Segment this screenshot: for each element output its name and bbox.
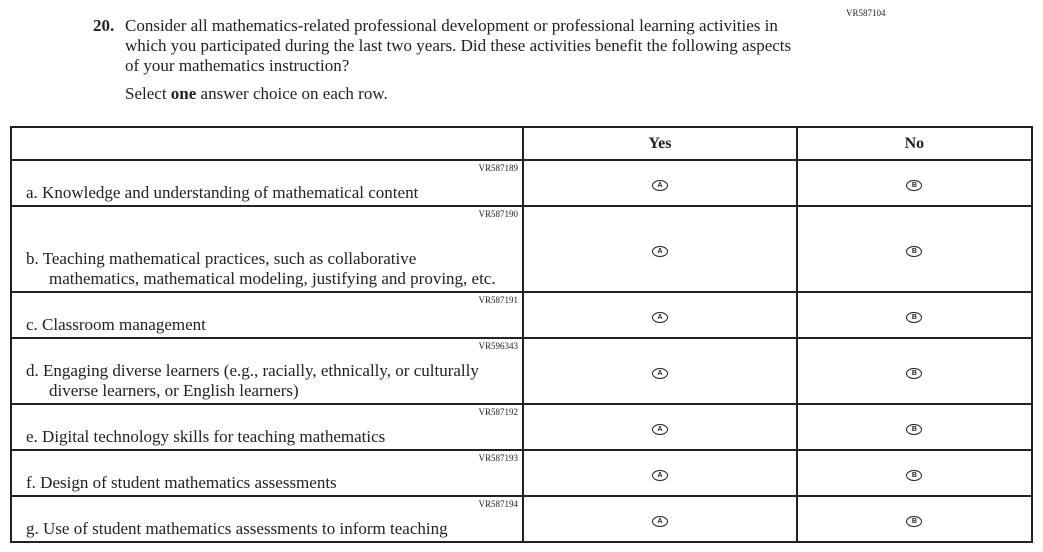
row-c [11,292,1032,338]
yes-option-cell[interactable] [523,496,797,542]
no-option-cell[interactable] [797,206,1032,292]
item-code: VR587194 [478,499,518,509]
item-label: c. Classroom management [26,315,206,334]
row-d [11,338,1032,404]
item-cell [11,404,523,450]
header-no: No [797,127,1032,160]
yes-option-cell[interactable] [523,450,797,496]
item-label: d. Engaging diverse learners (e.g., racially, ethnically, or culturally diverse learners, or English learners) [26,361,479,400]
yes-bubble[interactable]: A [652,246,668,257]
instruction-post: answer choice on each row. [196,84,388,103]
item-code: VR587189 [478,163,518,173]
item-code: VR587193 [478,453,518,463]
yes-option-cell[interactable] [523,404,797,450]
yes-option-cell[interactable] [523,338,797,404]
no-bubble[interactable]: B [906,368,922,379]
item-label: g. Use of student mathematics assessments to inform teaching [26,519,448,538]
no-option-cell[interactable] [797,160,1032,206]
item-label: b. Teaching mathematical practices, such as collaborative mathematics, mathematical modeling, justifying and proving, etc. [26,249,496,288]
no-bubble[interactable]: B [906,312,922,323]
item-code: VR587192 [478,407,518,417]
header-blank [11,127,523,160]
item-cell [11,496,523,542]
row-f [11,450,1032,496]
no-option-cell[interactable] [797,292,1032,338]
question-text: Consider all mathematics-related professional development or professional learning activities in which you participated during the last two years. Did these activities benefit the following aspects of your mathematics instruction? [125,16,792,75]
item-cell [11,160,523,206]
instruction-emphasis: one [170,84,197,103]
no-option-cell[interactable] [797,338,1032,404]
item-label: e. Digital technology skills for teaching mathematics [26,427,386,446]
row-g [11,496,1032,542]
yes-option-cell[interactable] [523,206,797,292]
yes-bubble[interactable]: A [652,312,668,323]
row-a [11,160,1032,206]
item-code: VR587191 [478,295,518,305]
header-row [11,127,1032,160]
yes-bubble[interactable]: A [652,424,668,435]
question-number: 20. [93,16,115,35]
yes-bubble[interactable]: A [652,368,668,379]
instruction-text [125,84,388,104]
item-cell [11,338,523,404]
item-cell [11,450,523,496]
item-code: VR596343 [478,341,518,351]
response-grid [10,126,1033,543]
yes-bubble[interactable]: A [652,516,668,527]
item-cell [11,206,523,292]
no-bubble[interactable]: B [906,470,922,481]
no-option-cell[interactable] [797,404,1032,450]
no-option-cell[interactable] [797,450,1032,496]
yes-option-cell[interactable] [523,160,797,206]
yes-bubble[interactable]: A [652,180,668,191]
no-bubble[interactable]: B [906,246,922,257]
item-label: f. Design of student mathematics assessments [26,473,337,492]
row-b [11,206,1032,292]
instruction-pre: Select [125,84,171,103]
no-bubble[interactable]: B [906,516,922,527]
no-option-cell[interactable] [797,496,1032,542]
item-code: VR587190 [478,209,518,219]
yes-option-cell[interactable] [523,292,797,338]
no-bubble[interactable]: B [906,424,922,435]
header-yes: Yes [523,127,797,160]
item-cell [11,292,523,338]
document-id: VR587104 [846,8,886,18]
item-label: a. Knowledge and understanding of mathematical content [26,183,419,202]
row-e [11,404,1032,450]
yes-bubble[interactable]: A [652,470,668,481]
no-bubble[interactable]: B [906,180,922,191]
